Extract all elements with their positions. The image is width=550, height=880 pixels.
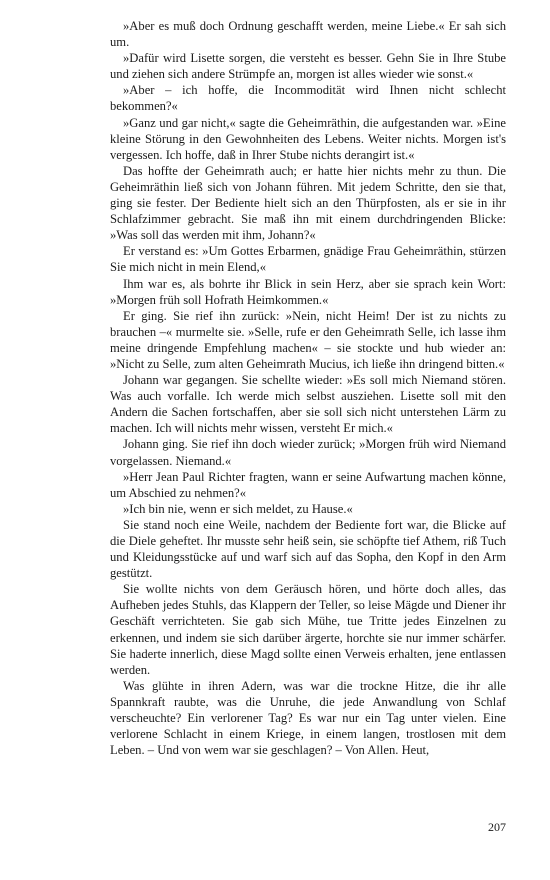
page-number: 207 (488, 820, 506, 834)
paragraph: Johann war gegangen. Sie schellte wieder: »Es soll mich Niemand stören. Was auch vorfalle. Ich werde mich selbst ausziehen. Lisette soll mit den Andern die Sachen fortschaffen, aber sie soll sich nicht unterstehen Lärm zu machen. Ich will nichts mehr wissen, versteht Er mich.« (110, 373, 506, 436)
paragraph: Ihm war es, als bohrte ihr Blick in sein Herz, aber sie sprach kein Wort: »Morgen früh soll Hofrath Heimkommen.« (110, 276, 506, 307)
paragraph: Sie wollte nichts von dem Geräusch hören, und hörte doch alles, das Aufheben jedes Stuhls, das Klappern der Teller, so leise Mägde und Diener ihr Geschäft verrichteten. Sie gab sich Mühe, tue Tritte jedes Einzelnen zu erkennen, und indem sie sich darüber ärgerte, horchte sie nur immer schärfer. Sie haderte innerlich, diese Magd sollte einen Verweis erhalten, jene entlassen werden. (110, 582, 506, 677)
paragraph: Er ging. Sie rief ihn zurück: »Nein, nicht Heim! Der ist zu nichts zu brauchen –« murmelte sie. »Selle, rufe er den Geheimrath Selle, ich lasse ihm meine dringende Empfehlung machen« – sie stockte und hub wieder an: »Nicht zu Selle, zum alten Geheimrath Mucius, ich ließe ihn dringend bitten.« (110, 308, 506, 371)
paragraph: »Aber es muß doch Ordnung geschafft werden, meine Liebe.« Er sah sich um. (110, 19, 506, 50)
paragraph: Das hoffte der Geheimrath auch; er hatte hier nichts mehr zu thun. Die Geheimräthin ließ sich von Johann führen. Mit jedem Schritte, den sie that, ging sie fester. Der Bediente hielt sich an den Thürpfosten, als er sie in ihr Schlafzimmer gebracht. Sie maß ihn mit einem durchdringenden Blicke: »Was soll das werden mit ihm, Johann?« (110, 163, 506, 243)
paragraph: »Herr Jean Paul Richter fragten, wann er seine Aufwartung machen könne, um Abschied zu nehmen?« (110, 469, 506, 500)
page-body (110, 18, 506, 758)
paragraph: »Dafür wird Lisette sorgen, die versteht es besser. Gehn Sie in Ihre Stube und ziehen sich andere Strümpfe an, morgen ist alles wieder wie sonst.« (110, 51, 506, 82)
paragraph: Was glühte in ihren Adern, was war die trockne Hitze, die ihr alle Spannkraft raubte, was die Unruhe, die jede Anwandlung von Schlaf verscheuchte? Ein verlorener Tag? Es war nur ein Tag unter vielen. Eine verlorene Schlacht in einem Kriege, in einem langen, trostlosen mit dem Leben. – Und von wem war sie geschlagen? – Von Allen. Heut, (110, 678, 506, 758)
paragraph: Er verstand es: »Um Gottes Erbarmen, gnädige Frau Geheimräthin, stürzen Sie mich nicht in mein Elend,« (110, 244, 506, 275)
paragraph: Johann ging. Sie rief ihn doch wieder zurück; »Morgen früh wird Niemand vorgelassen. Niemand.« (110, 437, 506, 468)
paragraph: »Ganz und gar nicht,« sagte die Geheimräthin, die aufgestanden war. »Eine kleine Störung in den Gewohnheiten des Lebens. Weiter nichts. Morgen ist's vergessen. Ich hoffe, daß in Ihrer Stube nichts derangirt ist.« (110, 115, 506, 162)
paragraph: »Aber – ich hoffe, die Incommodität wird Ihnen nicht schlecht bekommen?« (110, 83, 506, 114)
paragraph: »Ich bin nie, wenn er sich meldet, zu Hause.« (123, 501, 353, 516)
paragraph: Sie stand noch eine Weile, nachdem der Bediente fort war, die Blicke auf die Diele geheftet. Ihr musste sehr heiß sein, sie schöpfte tief Athem, riß Tuch und Kleidungsstücke auf und warf sich auf das Sopha, den Kopf in den Arm gestützt. (110, 517, 506, 581)
